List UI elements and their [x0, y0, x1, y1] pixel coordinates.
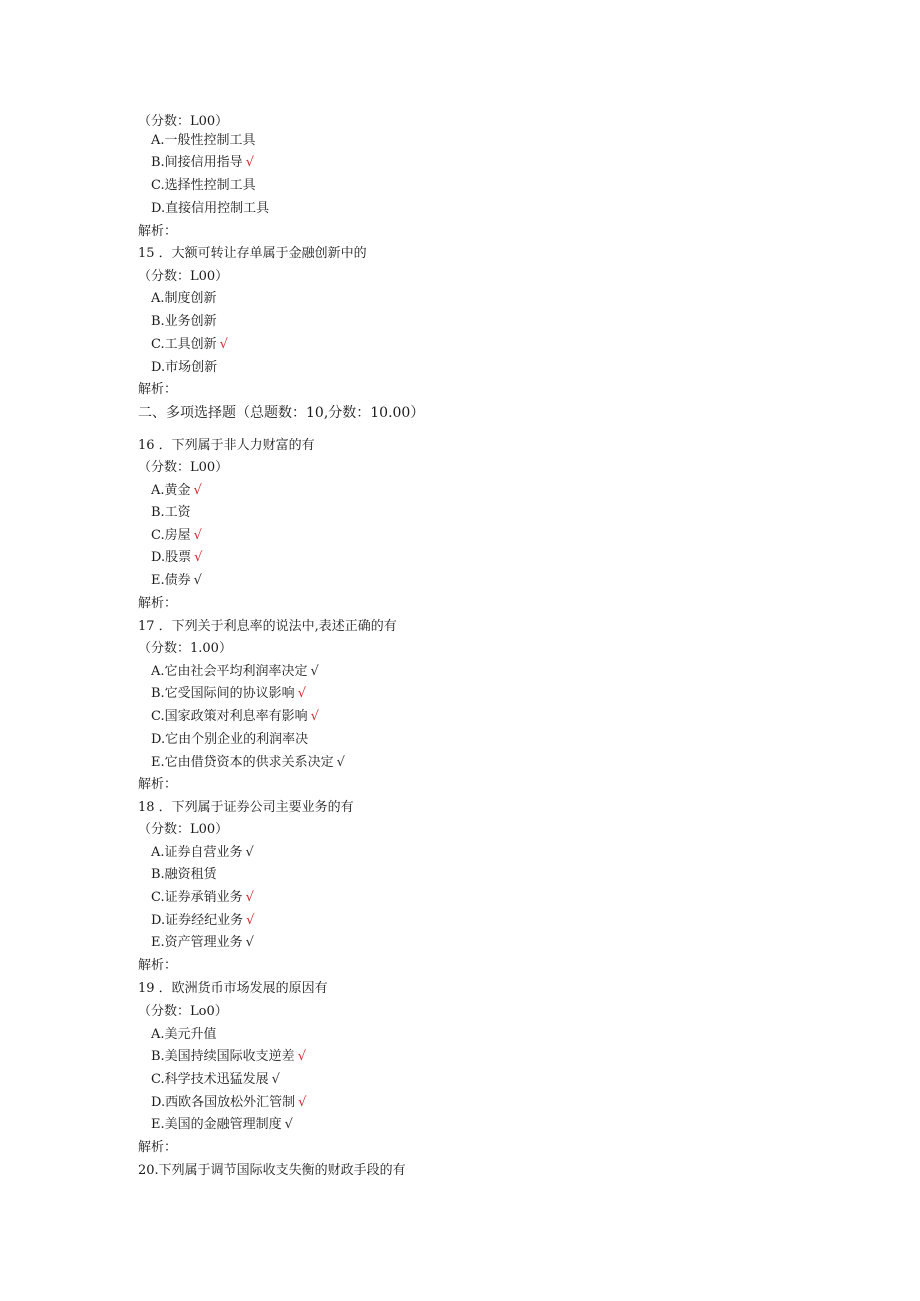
line-text: 19 ．欧洲货币市场发展的原因有 [138, 981, 328, 996]
answer-option [151, 935, 254, 951]
line-text: （分数：L00） [138, 460, 229, 475]
line-text: B.美国持续国际收支逆差 [151, 1049, 295, 1064]
line-text: A.制度创新 [151, 291, 217, 306]
line-text: C.国家政策对利息率有影响 [151, 709, 308, 724]
line-text: 解析： [138, 777, 178, 792]
line-text: （分数：L00） [138, 269, 229, 284]
answer-option [151, 528, 202, 544]
answer-option [151, 686, 306, 702]
line-text: 15 ．大额可转让存单属于金融创新中的 [138, 246, 367, 261]
question-line [138, 1004, 228, 1020]
question-line [138, 777, 177, 793]
line-text: D.市场创新 [151, 360, 218, 375]
checkmark-icon: √ [193, 528, 202, 543]
answer-option [151, 755, 345, 771]
checkmark-icon: √ [297, 686, 306, 701]
question-line [138, 1140, 177, 1156]
checkmark-icon: √ [245, 845, 254, 860]
answer-option [151, 314, 217, 330]
line-text: 解析： [138, 1140, 178, 1155]
answer-option [151, 291, 217, 307]
line-text: D.直接信用控制工具 [151, 201, 270, 216]
line-text: D.西欧各国放松外汇管制 [151, 1095, 296, 1110]
question-line [138, 269, 228, 285]
answer-option [151, 664, 319, 680]
section-heading [138, 405, 424, 421]
line-text: A.美元升值 [151, 1027, 217, 1042]
answer-option [151, 550, 202, 566]
question-line [138, 1163, 406, 1179]
answer-option [151, 845, 254, 861]
checkmark-icon: √ [245, 155, 254, 170]
checkmark-icon: √ [284, 1117, 293, 1132]
line-text: E.美国的金融管理制度 [151, 1117, 282, 1132]
answer-option [151, 178, 256, 194]
question-line [138, 246, 367, 262]
line-text: D.股票 [151, 550, 192, 565]
checkmark-icon: √ [194, 550, 203, 565]
checkmark-icon: √ [246, 913, 255, 928]
line-text: B.间接信用指导 [151, 155, 243, 170]
question-line [138, 438, 315, 454]
question-line [138, 596, 177, 612]
question-line [138, 382, 177, 398]
line-text: C.证券承销业务 [151, 890, 243, 905]
line-text: C.房屋 [151, 528, 191, 543]
question-line [138, 981, 328, 997]
line-text: A.黄金 [151, 483, 191, 498]
answer-option [151, 505, 191, 521]
line-text: 17 ．下列关于利息率的说法中,表述正确的有 [138, 619, 397, 634]
line-text: （分数：L00） [138, 114, 229, 129]
line-text: B.工资 [151, 505, 191, 520]
line-text: 解析： [138, 958, 178, 973]
checkmark-icon: √ [310, 709, 319, 724]
answer-option [151, 1117, 293, 1133]
line-text: 16 ．下列属于非人力财富的有 [138, 438, 315, 453]
line-text: （分数：Lo0） [138, 1004, 228, 1019]
answer-option [151, 867, 217, 883]
answer-option [151, 1072, 280, 1088]
line-text: （分数：L00） [138, 822, 229, 837]
answer-option [151, 360, 217, 376]
line-text: D.它由个别企业的利润率决 [151, 732, 309, 747]
answer-option [151, 483, 202, 499]
answer-option [151, 709, 319, 725]
line-text: E.资产管理业务 [151, 935, 243, 950]
question-line [138, 822, 228, 838]
checkmark-icon: √ [271, 1072, 280, 1087]
question-line [138, 619, 397, 635]
answer-option [151, 201, 269, 217]
line-text: 20.下列属于调节国际收支失衡的财政手段的有 [138, 1163, 406, 1178]
answer-option [151, 1049, 306, 1065]
line-text: C.选择性控制工具 [151, 178, 256, 193]
answer-option [151, 913, 254, 929]
checkmark-icon: √ [310, 664, 319, 679]
question-line [138, 114, 228, 130]
answer-option [151, 155, 254, 171]
answer-option [151, 890, 254, 906]
line-text: 解析： [138, 224, 178, 239]
question-line [138, 641, 232, 657]
checkmark-icon: √ [336, 755, 345, 770]
line-text: 二、多项选择题（总题数：10,分数：10.00） [138, 405, 425, 421]
line-text: C.科学技术迅猛发展 [151, 1072, 269, 1087]
line-text: A.它由社会平均利润率决定 [151, 664, 308, 679]
question-line [138, 224, 177, 240]
line-text: 18 ．下列属于证券公司主要业务的有 [138, 800, 354, 815]
answer-option [151, 1095, 306, 1111]
checkmark-icon: √ [297, 1049, 306, 1064]
line-text: A.一般性控制工具 [151, 133, 256, 148]
line-text: E.债券 [151, 573, 191, 588]
checkmark-icon: √ [193, 483, 202, 498]
line-text: B.融资租赁 [151, 867, 217, 882]
checkmark-icon: √ [219, 337, 228, 352]
line-text: 解析： [138, 596, 178, 611]
line-text: C.工具创新 [151, 337, 217, 352]
line-text: A.证券自营业务 [151, 845, 243, 860]
answer-option [151, 1027, 217, 1043]
answer-option [151, 573, 202, 589]
line-text: （分数：1.00） [138, 641, 232, 656]
checkmark-icon: √ [193, 573, 202, 588]
answer-option [151, 337, 228, 353]
line-text: B.它受国际间的协议影响 [151, 686, 295, 701]
line-text: E.它由借贷资本的供求关系决定 [151, 755, 334, 770]
question-line [138, 800, 354, 816]
line-text: 解析： [138, 382, 178, 397]
answer-option [151, 133, 256, 149]
question-line [138, 958, 177, 974]
question-line [138, 460, 228, 476]
checkmark-icon: √ [245, 890, 254, 905]
answer-option [151, 732, 308, 748]
checkmark-icon: √ [245, 935, 254, 950]
checkmark-icon: √ [298, 1095, 307, 1110]
line-text: B.业务创新 [151, 314, 217, 329]
line-text: D.证券经纪业务 [151, 913, 244, 928]
